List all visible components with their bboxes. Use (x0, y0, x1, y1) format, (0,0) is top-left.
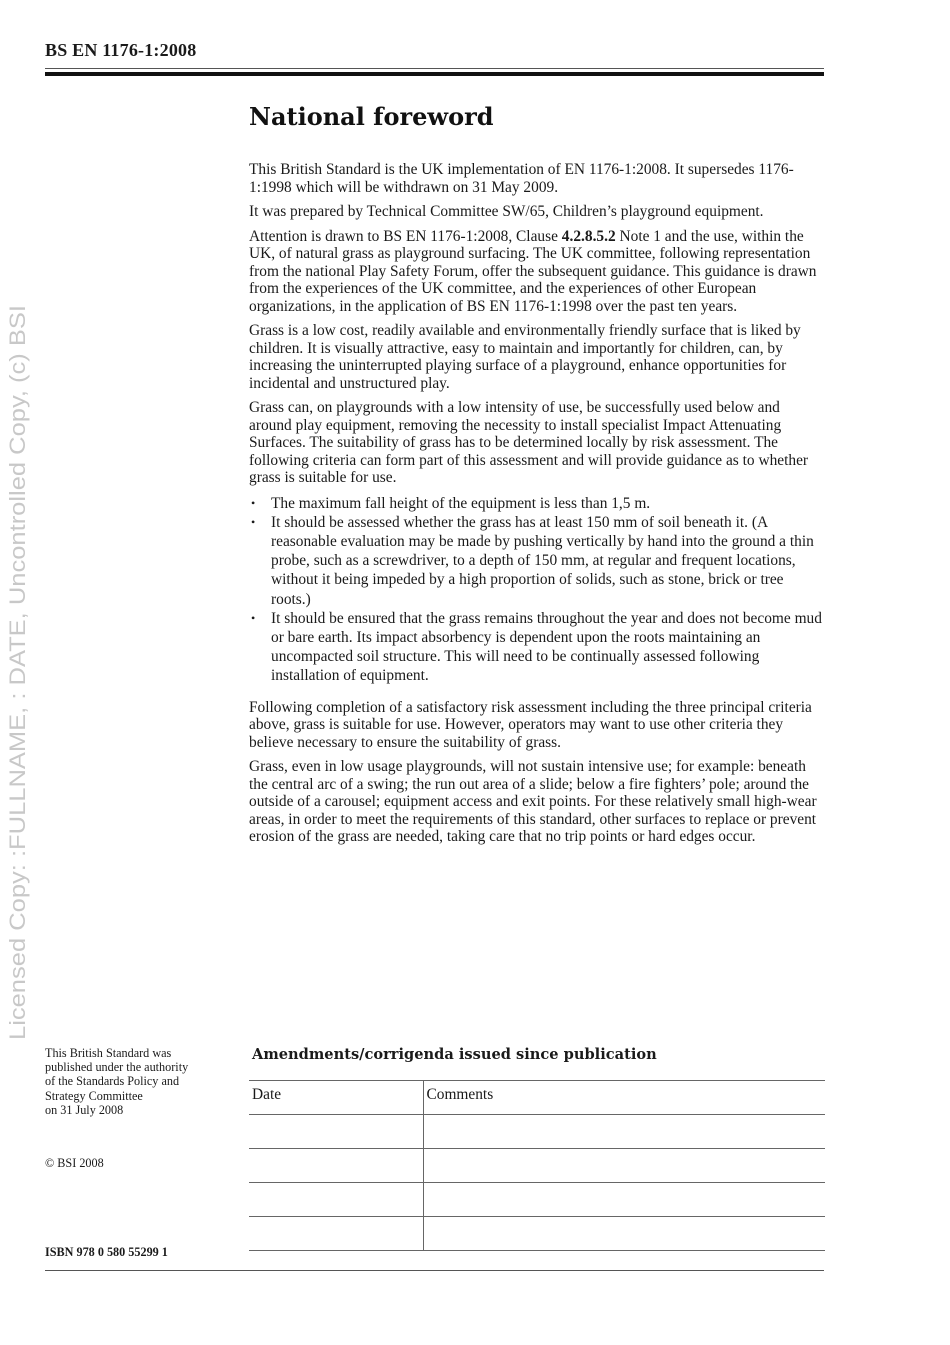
foreword-body (249, 100, 824, 853)
list-item-text: It should be assessed whether the grass has at least 150 mm of soil beneath it. (A reasonable evaluation may be made by pushing vertically by hand into the ground a thin probe, such as a screwdriver, to a depth of 150 mm, at regular and frequent locations, without it being impeded by a high proportion of solids, such as stone, brick or tree roots.) (271, 513, 814, 608)
attention-text-before: Attention is drawn to BS EN 1176-1:2008, Clause (249, 227, 562, 245)
table-row (249, 1217, 825, 1251)
bullet-icon: • (251, 610, 256, 625)
paragraph: Grass can, on playgrounds with a low intensity of use, be successfully used below and around play equipment, removing the necessity to install specialist Impact Attenuating Surfaces. The suitability of grass has to be determined locally by risk assessment. The following criteria can form part of this assessment and will provide guidance as to whether grass is suitable for use. (249, 399, 809, 486)
attention-text-after: Note 1 and the use, within the UK, of natural grass as playground surfacing. The UK committee, following representation from the national Play Safety Forum, offer the subsequent guidance. This guidance is drawn from the experiences of the UK committee, and the experiences of other European organizations, in the application of BS EN 1176-1:1998 over the past ten years. (249, 227, 817, 315)
header-rule-thin (45, 68, 824, 69)
list-item (249, 609, 824, 686)
footer-rule (45, 1270, 824, 1271)
publication-note (45, 1046, 230, 1117)
table-row (249, 1149, 825, 1183)
table-cell-date (249, 1183, 423, 1217)
table-cell-date (249, 1217, 423, 1251)
foreword-content (249, 161, 824, 846)
table-cell-date (249, 1115, 423, 1149)
table-header-row (249, 1081, 825, 1115)
amendments-title: Amendments/corrigenda issued since publication (252, 1046, 657, 1063)
publication-note-line: on 31 July 2008 (45, 1102, 124, 1117)
header-rule-thick (45, 72, 824, 76)
watermark-text: Licensed Copy: :FULLNAME, : DATE, Uncontrolled Copy, (c) BSI (5, 406, 30, 1040)
attention-paragraph (249, 228, 824, 316)
column-header-comments: Comments (423, 1081, 825, 1115)
paragraph: This British Standard is the UK implementation of EN 1176-1:2008. It supersedes 1176-1:1998 which will be withdrawn on 31 May 2009. (249, 161, 794, 196)
license-watermark (3, 300, 33, 1040)
column-header-date: Date (249, 1081, 423, 1115)
publication-note-line: This British Standard was (45, 1046, 172, 1060)
bullet-icon: • (251, 495, 256, 510)
table-cell-comments (423, 1149, 825, 1183)
table-row (249, 1183, 825, 1217)
page-title: National foreword (249, 102, 494, 131)
table-cell-comments (423, 1183, 825, 1217)
amendments-table (249, 1080, 825, 1251)
document-identifier: BS EN 1176-1:2008 (45, 40, 197, 60)
list-item (249, 513, 824, 609)
isbn: ISBN 978 0 580 55299 1 (45, 1245, 168, 1259)
list-item-text: It should be ensured that the grass remains throughout the year and does not become mud or bare earth. Its impact absorbency is dependent upon the roots maintaining an uncompacted soil structure. This will need to be continually assessed following installation of equipment. (271, 609, 822, 685)
publication-note-line: published under the authority (45, 1060, 189, 1075)
paragraph: Grass, even in low usage playgrounds, will not sustain intensive use; for example: beneath the central arc of a swing; the run out area of a slide; below a fire fighters’ pole; around the outside of a carousel; equipment access and exit points. For these relatively small high-wear areas, in order to meet the requirements of this standard, other surfaces to replace or prevent erosion of the grass are needed, taking care that no trip points or hard edges occur. (249, 758, 817, 846)
publication-note-line: of the Standards Policy and (45, 1074, 180, 1089)
criteria-list (249, 494, 824, 686)
paragraph: Grass is a low cost, readily available and environmentally friendly surface that is liked by children. It is visually attractive, easy to maintain and importantly for children, can, by increasing the uninterrupted playing surface of a playground, enhance opportunities for incidental and unstructured play. (249, 322, 801, 392)
list-item-text: The maximum fall height of the equipment is less than 1,5 m. (271, 494, 651, 512)
copyright-notice: © BSI 2008 (45, 1156, 104, 1170)
table-cell-comments (423, 1115, 825, 1149)
list-item (249, 494, 824, 513)
clause-reference: 4.2.8.5.2 (561, 227, 616, 245)
table-row (249, 1115, 825, 1149)
table-cell-comments (423, 1217, 825, 1251)
table-cell-date (249, 1149, 423, 1183)
paragraph: Following completion of a satisfactory risk assessment including the three principal criteria above, grass is suitable for use. However, operators may want to use other criteria they believe necessary to ensure the suitability of grass. (249, 698, 812, 751)
bullet-icon: • (251, 514, 256, 529)
publication-note-line: Strategy Committee (45, 1088, 143, 1103)
paragraph: It was prepared by Technical Committee SW/65, Children’s playground equipment. (249, 203, 764, 220)
